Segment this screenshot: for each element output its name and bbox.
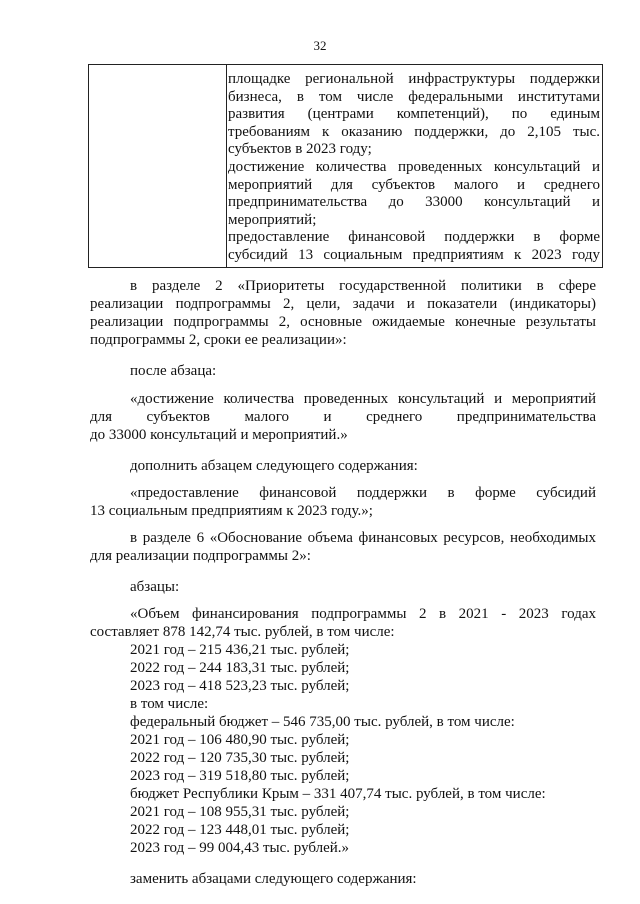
paragraph-line: в разделе 6 «Обоснование объема финансовых ресурсов, необходимых	[130, 530, 596, 546]
paragraph-line: до 33000 консультаций и мероприятий.»	[90, 427, 348, 443]
table-line: бизнеса, в том числе федеральными институтами	[228, 88, 600, 105]
table-line: субсидий 13 социальным предприятиям к 2023 году	[228, 246, 600, 263]
table-line: мероприятий для субъектов малого и среднего	[228, 176, 600, 193]
list-item: 2023 год – 418 523,23 тыс. рублей;	[130, 678, 350, 694]
table-line: предоставление финансовой поддержки в форме	[228, 229, 600, 246]
table-line: достижение количества проведенных консультаций и	[228, 158, 600, 175]
list-item: 2022 год – 123 448,01 тыс. рублей;	[130, 822, 350, 838]
list-item: 2023 год – 319 518,80 тыс. рублей;	[130, 768, 350, 784]
list-item: бюджет Республики Крым – 331 407,74 тыс. рублей, в том числе:	[130, 786, 546, 802]
list-item: 2022 год – 120 735,30 тыс. рублей;	[130, 750, 350, 766]
paragraph-line: для реализации подпрограммы 2»:	[90, 548, 311, 564]
paragraph-line: «достижение количества проведенных консультаций и мероприятий	[130, 391, 596, 407]
table-line: развития (центрами компетенций), по единым	[228, 106, 600, 123]
paragraph-line: абзацы:	[130, 579, 180, 595]
table-right-cell	[228, 71, 600, 265]
list-item: в том числе:	[130, 696, 209, 712]
list-item: 2023 год – 99 004,43 тыс. рублей.»	[130, 840, 350, 856]
table-line: субъектов в 2023 году;	[228, 141, 372, 158]
paragraph-line: «предоставление финансовой поддержки в форме субсидий	[130, 485, 596, 501]
list-item: 2021 год – 215 436,21 тыс. рублей;	[130, 642, 350, 658]
paragraph-line: дополнить абзацем следующего содержания:	[130, 458, 418, 474]
page-number: 32	[313, 38, 327, 53]
table-line: мероприятий;	[228, 211, 317, 228]
paragraph-line: заменить абзацами следующего содержания:	[130, 871, 417, 887]
table-left-cell	[89, 65, 227, 267]
table-line: предпринимательства до 33000 консультаций и	[228, 194, 600, 211]
table	[88, 64, 603, 268]
paragraph-line: реализации подпрограммы 2, основные ожидаемые конечные результаты	[90, 314, 596, 330]
paragraph-line: реализации подпрограммы 2, цели, задачи и показатели (индикаторы)	[90, 296, 596, 312]
table-line: требованиям к оказанию поддержки, до 2,105 тыс.	[228, 123, 600, 140]
paragraph-line: составляет 878 142,74 тыс. рублей, в том числе:	[90, 624, 395, 640]
paragraph-line: для субъектов малого и среднего предпринимательства	[90, 409, 596, 425]
paragraph-line: «Объем финансирования подпрограммы 2 в 2021 - 2023 годах	[130, 606, 596, 622]
list-item: 2021 год – 106 480,90 тыс. рублей;	[130, 732, 350, 748]
list-item: 2021 год – 108 955,31 тыс. рублей;	[130, 804, 350, 820]
paragraph-line: в разделе 2 «Приоритеты государственной политики в сфере	[130, 278, 596, 294]
table-line: площадке региональной инфраструктуры поддержки	[228, 71, 600, 87]
paragraph-line: подпрограммы 2, сроки ее реализации»:	[90, 332, 347, 348]
paragraph-line: 13 социальным предприятиям к 2023 году.»;	[90, 503, 373, 519]
list-item: 2022 год – 244 183,31 тыс. рублей;	[130, 660, 350, 676]
list-item: федеральный бюджет – 546 735,00 тыс. рублей, в том числе:	[130, 714, 515, 730]
paragraph-line: после абзаца:	[130, 363, 217, 379]
